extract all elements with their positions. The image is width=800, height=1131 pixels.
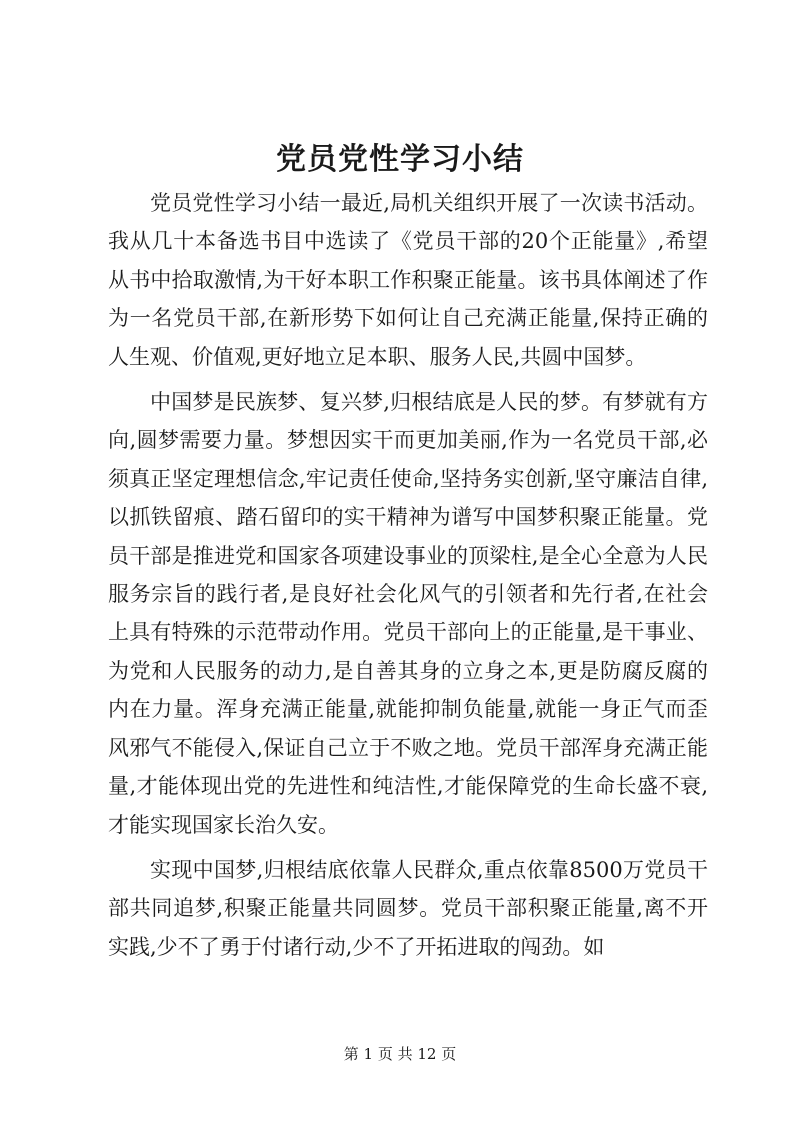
document-title: 党员党性学习小结 (276, 142, 524, 177)
paragraph: 中国梦是民族梦、复兴梦,归根结底是人民的梦。有梦就有方向,圆梦需要力量。梦想因实干而更加美丽,作为一名党员干部,必须真正坚定理想信念,牢记责任使命,坚持务实创新,坚守廉洁自律,以抓铁留痕、踏石留印的实干精神为谱写中国梦积聚正能量。党员干部是推进党和国家各项建设事业的顶梁柱,是全心全意为人民服务宗旨的践行者,是良好社会化风气的引领者和先行者,在社会上具有特殊的示范带动作用。党员干部向上的正能量,是干事业、为党和人民服务的动力,是自善其身的立身之本,更是防腐反腐的内在力量。浑身充满正能量,就能抑制负能量,就能一身正气而歪风邪气不能侵入,保证自己立于不败之地。党员干部浑身充满正能量,才能体现出党的先进性和纯洁性,才能保障党的生命长盛不衰,才能实现国家长治久安。 (108, 390, 708, 837)
page-footer: 第 1 页 共 12 页 (343, 1045, 457, 1063)
paragraph: 党员党性学习小结一最近,局机关组织开展了一次读书活动。我从几十本备选书目中选读了《党员干部的20个正能量》,希望从书中拾取激情,为干好本职工作积聚正能量。该书具体阐述了作为一名党员干部,在新形势下如何让自己充满正能量,保持正确的人生观、价值观,更好地立足本职、服务人民,共圆中国梦。 (108, 191, 708, 369)
document-body (108, 184, 708, 973)
paragraph: 实现中国梦,归根结底依靠人民群众,重点依靠8500万党员干部共同追梦,积聚正能量共同圆梦。党员干部积聚正能量,离不开实践,少不了勇于付诸行动,少不了开拓进取的闯劲。如 (108, 857, 708, 959)
